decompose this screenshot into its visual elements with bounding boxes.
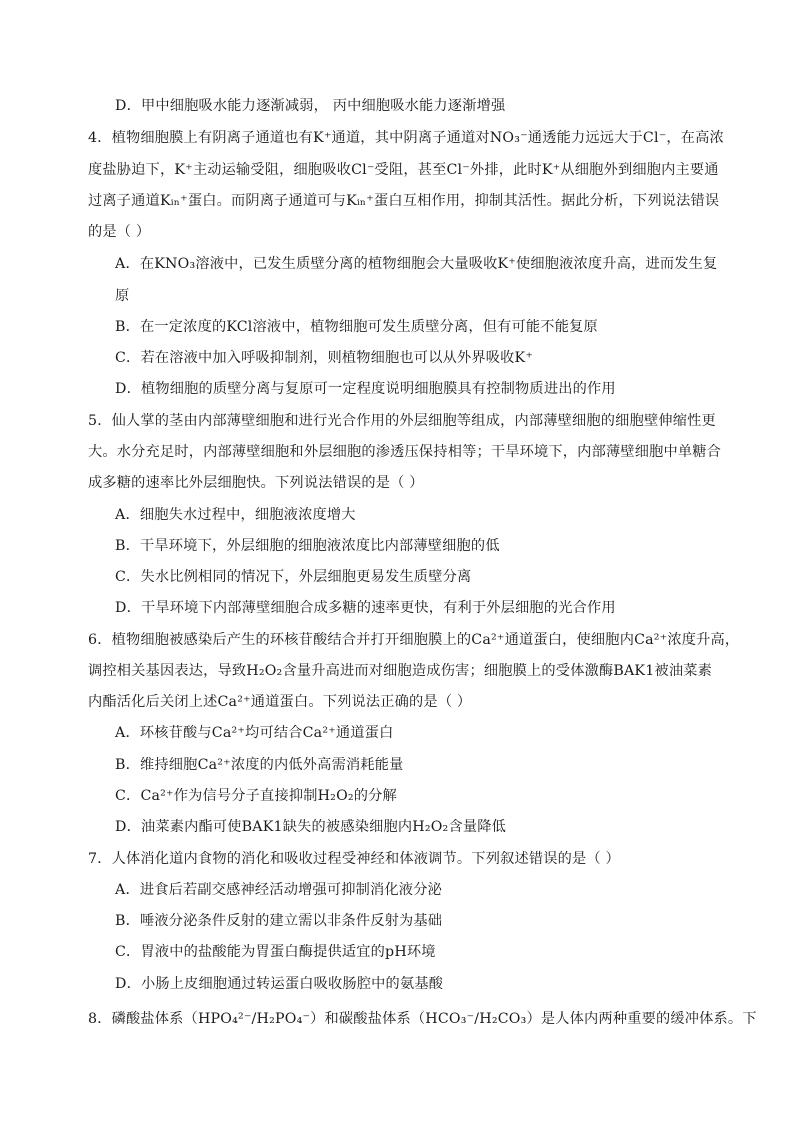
q4-stem-line-4: 的是（ ） — [88, 224, 151, 240]
q6-option-c: C．Ca²⁺作为信号分子直接抑制H₂O₂的分解 — [115, 788, 397, 804]
q6-stem-line-3: 内酯活化后关闭上述Ca²⁺通道蛋白。下列说法正确的是（ ） — [88, 694, 472, 710]
q8-stem-line-1: 8．磷酸盐体系（HPO₄²⁻/H₂PO₄⁻）和碳酸盐体系（HCO₃⁻/H₂CO₃）是人体内两种重要的缓冲体系。下 — [88, 1011, 757, 1027]
q3-option-d: D．甲中细胞吸水能力逐渐减弱， 丙中细胞吸水能力逐渐增强 — [115, 98, 506, 114]
q7-option-d: D．小肠上皮细胞通过转运蛋白吸收肠腔中的氨基酸 — [115, 976, 444, 992]
q4-option-c: C．若在溶液中加入呼吸抑制剂，则植物细胞也可以从外界吸收K⁺ — [115, 350, 534, 366]
q7-option-c: C．胃液中的盐酸能为胃蛋白酶提供适宜的pH环境 — [115, 944, 436, 960]
q7-option-a: A．进食后若副交感神经活动增强可抑制消化液分泌 — [115, 882, 442, 898]
q7-stem: 7．人体消化道内食物的消化和吸收过程受神经和体液调节。下列叙述错误的是（ ） — [88, 851, 620, 867]
q6-stem-line-2: 调控相关基因表达，导致H₂O₂含量升高进而对细胞造成伤害；细胞膜上的受体激酶BAK1被油菜素 — [88, 663, 713, 679]
q4-option-a: A．在KNO₃溶液中，已发生质壁分离的植物细胞会大量吸收K⁺使细胞液浓度升高，进而发生复 — [115, 256, 718, 272]
q5-stem-line-3: 成多糖的速率比外层细胞快。下列说法错误的是（ ） — [88, 475, 424, 491]
q4-stem-line-3: 过离子通道Kᵢₙ⁺蛋白。而阴离子通道可与Kᵢₙ⁺蛋白互相作用，抑制其活性。据此分析，下列说法错误 — [88, 193, 720, 209]
q4-stem-line-2: 度盐胁迫下，K⁺主动运输受阻，细胞吸收Cl⁻受阻，甚至Cl⁻外排，此时K⁺从细胞外到细胞内主要通 — [88, 162, 719, 178]
q6-option-b: B．维持细胞Ca²⁺浓度的内低外高需消耗能量 — [115, 757, 404, 773]
q4-option-a-cont: 原 — [115, 288, 130, 304]
q6-option-a: A．环核苷酸与Ca²⁺均可结合Ca²⁺通道蛋白 — [115, 725, 394, 741]
q6-option-d: D．油菜素内酯可使BAK1缺失的被感染细胞内H₂O₂含量降低 — [115, 819, 506, 835]
q5-option-b: B．干旱环境下，外层细胞的细胞液浓度比内部薄壁细胞的低 — [115, 538, 500, 554]
q5-option-d: D．干旱环境下内部薄壁细胞合成多糖的速率更快，有利于外层细胞的光合作用 — [115, 600, 616, 616]
q5-stem-line-2: 大。水分充足时，内部薄壁细胞和外层细胞的渗透压保持相等；干旱环境下，内部薄壁细胞中单糖合 — [88, 444, 722, 460]
q4-option-b: B．在一定浓度的KCl溶液中，植物细胞可发生质壁分离，但有可能不能复原 — [115, 319, 598, 335]
q4-stem-line-1: 4．植物细胞膜上有阴离子通道也有K⁺通道，其中阴离子通道对NO₃⁻通透能力远远大于Cl⁻，在高浓 — [88, 130, 724, 146]
q5-option-c: C．失水比例相同的情况下，外层细胞更易发生质壁分离 — [115, 569, 472, 585]
q5-option-a: A．细胞失水过程中，细胞液浓度增大 — [115, 507, 356, 523]
q6-stem-line-1: 6．植物细胞被感染后产生的环核苷酸结合并打开细胞膜上的Ca²⁺通道蛋白，使细胞内Ca²⁺浓度升高， — [88, 632, 740, 648]
q7-option-b: B．唾液分泌条件反射的建立需以非条件反射为基础 — [115, 913, 443, 929]
q4-option-d: D．植物细胞的质壁分离与复原可一定程度说明细胞膜具有控制物质进出的作用 — [115, 381, 616, 397]
q5-stem-line-1: 5．仙人掌的茎由内部薄壁细胞和进行光合作用的外层细胞等组成，内部薄壁细胞的细胞壁伸缩性更 — [88, 413, 716, 429]
